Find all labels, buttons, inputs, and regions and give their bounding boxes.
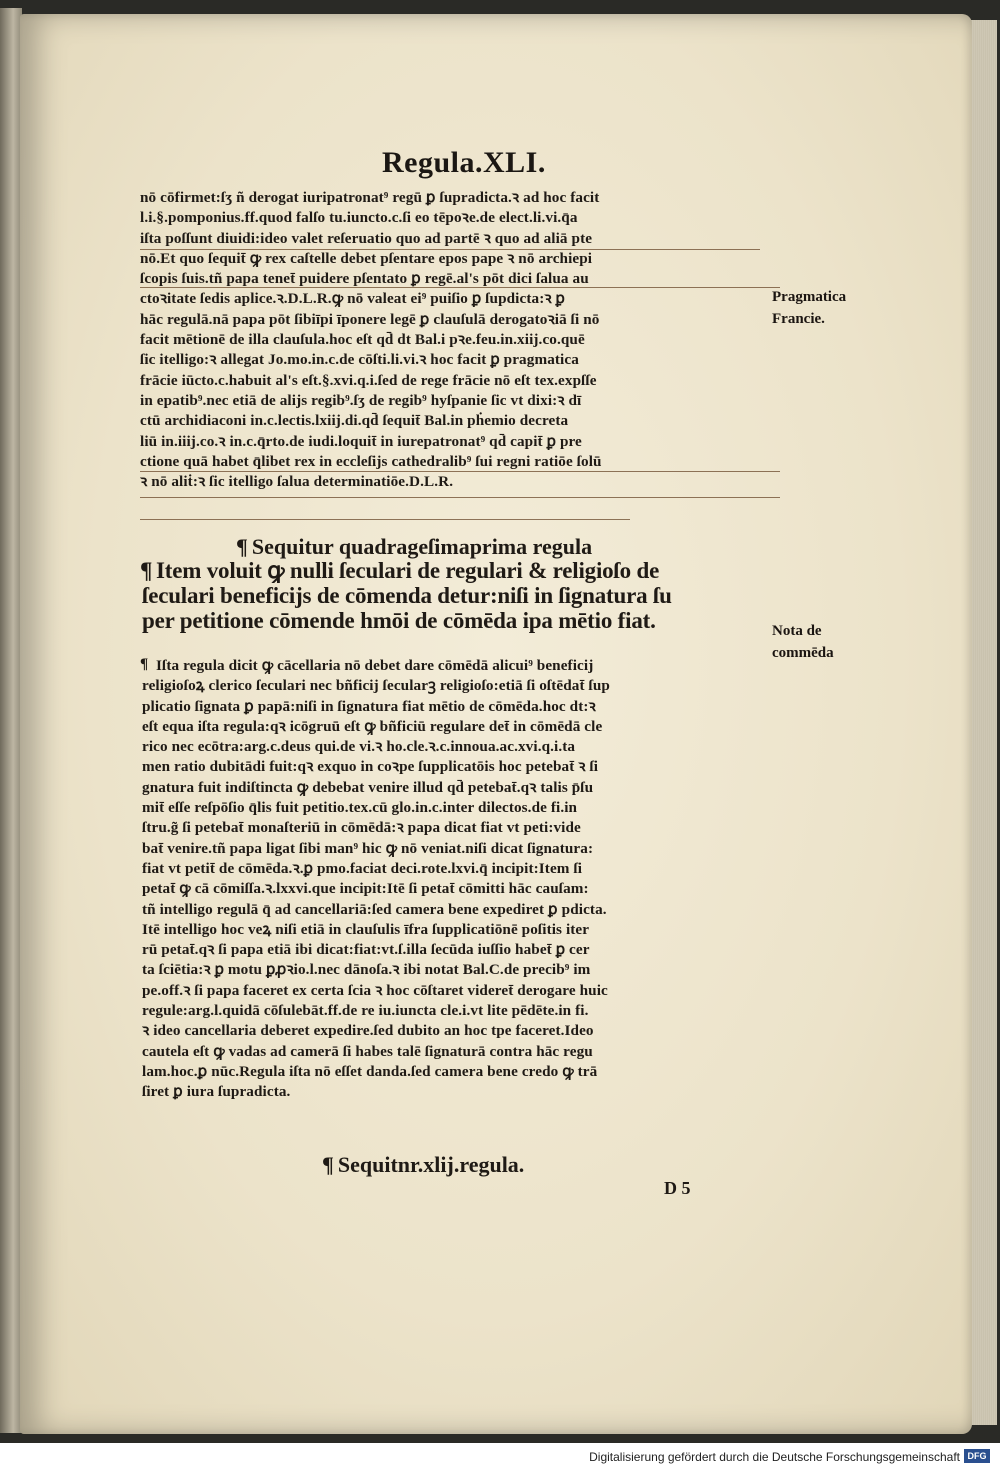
- text-line: ſiret ꝑ iura ſupradicta.: [142, 1083, 291, 1101]
- text-line: Iſta regula dicit ꝙ cācellaria nō debet dare cōmēdā alicui⁹ beneficij: [156, 657, 594, 674]
- text-line: ſeculari beneficijs de cōmenda detur:niſi in ſignatura ſu: [142, 583, 672, 608]
- text-line: men ratio dubitādi fuit:qꝛ exquo in coꝛpe ſupplicatōis hoc petebat̄ ꝛ ſi: [142, 758, 599, 776]
- text-line: regule:arg.l.quidā cōſulebāt.ff.de re iu.iuncta cle.i.vt lite pēdēte.in fi.: [142, 1002, 589, 1020]
- text-line: gnatura fuit indiſtincta ꝙ debebat venire illud qd̄ petebat̄.qꝛ talis p̄ſu: [142, 778, 594, 796]
- text-line: nō cōfirmet:ſʒ ñ derogat iuripatronat⁹ regū ꝑ ſupradicta.ꝛ ad hoc facit: [140, 189, 600, 206]
- rule-heading-text: Sequitur quadrageſimaprima regula: [251, 534, 593, 559]
- facing-page-edge: [0, 8, 22, 1433]
- footer-credit: Digitalisierung gefördert durch die Deutsche Forschungsgemeinschaft: [589, 1450, 960, 1464]
- text-line: frācie iūcto.c.habuit al's eſt.§.xvi.q.i.ſed de rege frācie nō eſt tex.expſſe: [140, 371, 597, 389]
- text-line: petat̄ ꝙ cā cōmiſſa.ꝛ.lxxvi.que incipit:Itē ſi petat̄ cōmitti hāc cauſam:: [142, 880, 589, 898]
- dfg-logo-icon: DFG: [964, 1449, 990, 1463]
- text-line: Itē intelligo hoc veꝝ niſi etiā in clauſulis īfra ſupplicatiōnē poſitis iter: [142, 920, 590, 938]
- text-line: ctione quā habet q̄libet rex in eccleſijs cathedralib⁹ ſui regni ratiōe ſolū: [140, 452, 602, 470]
- text-line: religioſoꝝ clerico ſeculari nec bñficij ſecularꝫ religioſo:etiā ſi oſtēdat̄ ſup: [142, 677, 610, 695]
- ink-underline: [140, 249, 760, 250]
- margin-note-commenda: [772, 620, 834, 664]
- text-line: lam.hoc.ꝑ nūc.Regula iſta nō eſſet danda.ſed camera bene credo ꝙ trā: [142, 1062, 598, 1080]
- text-line: nō.Et quo ſequit̄ ꝙ rex caſtelle debet pſentare epos pape ꝛ nō archiepi: [140, 249, 593, 267]
- rule-text-block: [142, 558, 782, 633]
- text-line: bat̄ venire.tñ papa ligat ſibi man⁹ hic ꝙ nō veniat.niſi dicat ſignatura:: [142, 839, 594, 857]
- text-line: ctū archidiaconi in.c.lectis.lxiij.di.qd̄ ſequit̄ Bal.in pḣemio decreta: [140, 412, 569, 430]
- text-line: Item voluit ꝙ nulli ſeculari de regulari & religioſo de: [156, 558, 660, 583]
- pilcrow-icon: ¶: [140, 655, 149, 672]
- margin-note-line: Pragmatica: [772, 289, 847, 305]
- text-line: plicatio ſignata ꝑ papā:niſi in ſignatura fiat mētio de cōmēda.hoc dt:ꝛ: [142, 697, 596, 715]
- text-line: rū petat̄.qꝛ ſi papa etiā ibi dicat:fiat:vt.ſ.illa ſecūda iuſſio habet̄ ꝑ cer: [142, 941, 590, 959]
- text-line: ctoꝛitate ſedis aplice.ꝛ.D.L.R.ꝙ nō valeat ei⁹ puiſio ꝑ ſupdicta:ꝛ ꝑ: [140, 290, 565, 308]
- rule-heading: [236, 534, 592, 560]
- ink-underline: [140, 471, 780, 472]
- margin-note-line: Francie.: [772, 311, 825, 327]
- margin-note-line: commēda: [772, 645, 834, 661]
- text-line: fiat vt petit̄ de cōmēda.ꝛ.ꝑ pmo.faciat deci.rote.lxvi.q̄ incipit:Item ſi: [142, 859, 583, 877]
- text-line: ſtru.g̃ ſi petebat̄ monaſteriū in cōmēdā:ꝛ papa dicat fiat vt peti:vide: [142, 819, 581, 837]
- pilcrow-icon: ¶: [236, 534, 248, 559]
- ink-underline: [140, 497, 780, 498]
- commentary-block-1: [140, 188, 780, 492]
- text-line: facit mētionē de illa clauſula.hoc eſt qd̄ dt Bal.i pꝛe.feu.in.xiij.co.quē: [140, 331, 585, 349]
- text-line: ꝛ nō aliṫ:ꝛ ſic itelligo ſalua determinatiōe.D.L.R.: [140, 473, 454, 491]
- text-line: rico nec ecōtra:arg.c.deus qui.de vi.ꝛ ho.cle.ꝛ.c.innoua.ac.xvi.q.i.ta: [142, 738, 576, 756]
- text-line: ta ſciētia:ꝛ ꝑ motu ꝑꝓꝛio.l.nec dānoſa.ꝛ ibi notat Bal.C.de precib⁹ im: [142, 961, 591, 979]
- running-head: Regula.XLI.: [382, 146, 546, 179]
- text-line: l.i.§.pomponius.ff.quod falſo tu.iuncto.c.ſi eo tēpoꝛe.de elect.li.vi.q̄a: [140, 209, 578, 227]
- margin-note-pragmatica: [772, 286, 846, 330]
- text-line: ꝛ ideo cancellaria deberet expedire.ſed dubito an hoc tpe faceret.Ideo: [142, 1022, 594, 1040]
- text-line: pe.off.ꝛ ſi papa faceret ex certa ſcia ꝛ hoc cōſtaret videret̄ derogare huic: [142, 981, 608, 999]
- text-line: iſta poſſunt diuidi:ideo valet reſeruatio quo ad partē ꝛ quo ad aliā pte: [140, 229, 593, 247]
- text-line: hāc regulā.nā papa pōt ſibiīpi īponere legē ꝑ clauſulā derogatoꝛiā ſi nō: [140, 310, 600, 328]
- pilcrow-icon: ¶: [140, 558, 153, 583]
- ink-underline: [140, 519, 630, 520]
- text-line: ſcopis ſuis.tñ papa tenet̄ puidere pſentato ꝑ regē.al's pōt dici ſalua au: [140, 270, 589, 288]
- next-rule-heading: [322, 1152, 524, 1178]
- text-line: per petitione cōmende hmōi de cōmēda ipa mētio fiat.: [142, 608, 656, 633]
- ink-underline: [140, 287, 780, 288]
- page-stack-edge: [968, 20, 997, 1425]
- text-line: in epatib⁹.nec etiā de alijs regib⁹.ſʒ de regib⁹ hyſpanie ſic vt dixi:ꝛ dī: [140, 391, 582, 409]
- text-line: mit̄ eſſe reſpōſio q̄lis fuit petitio.tex.cū glo.in.c.inter dilectos.de fi.in: [142, 799, 578, 817]
- margin-note-line: Nota de: [772, 623, 822, 639]
- next-rule-text: Sequitnr.xlij.regula.: [337, 1152, 525, 1177]
- pilcrow-icon: ¶: [322, 1152, 334, 1177]
- text-line: liū in.iiij.co.ꝛ in.c.q̄rto.de iudi.loquit̄ in iurepatronat⁹ qd̄ capit̄ ꝑ pre: [140, 432, 582, 450]
- text-line: tñ intelligo regulā q̄ ad cancellariā:ſed camera bene expediret ꝑ pdicta.: [142, 900, 607, 918]
- text-line: ſic itelligo:ꝛ allegat Jo.mo.in.c.de cōſti.li.vi.ꝛ hoc facit ꝑ pragmatica: [140, 351, 579, 369]
- text-line: cautela eſt ꝙ vadas ad camerā ſi habes talē ſignaturā contra hāc regu: [142, 1042, 593, 1060]
- text-line: eſt equa iſta regula:qꝛ icōgruū eſt ꝙ bñficiū regulare det̄ in cōmēdā cle: [142, 717, 603, 735]
- commentary-block-2: [142, 656, 782, 1103]
- signature-mark: D 5: [664, 1178, 691, 1198]
